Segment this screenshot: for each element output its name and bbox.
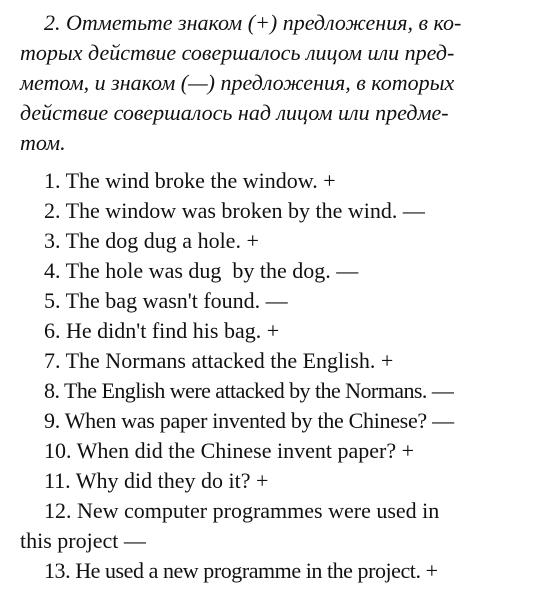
list-item-continuation: this project — xyxy=(20,528,146,553)
list-item: 5. The bag wasn't found. — xyxy=(44,288,288,313)
task-line: действие совершалось над лицом или предме- xyxy=(20,100,449,125)
list-item: 11. Why did they do it? + xyxy=(44,468,269,493)
list-item: 8. The English were attacked by the Normans. — xyxy=(44,378,454,403)
list-item: 4. The hole was dug by the dog. — xyxy=(44,258,359,283)
task-line: 2. Отметьте знаком (+) предложения, в ко- xyxy=(44,10,462,35)
task-line: торых действие совершалось лицом или пред- xyxy=(20,40,455,65)
list-item: 3. The dog dug a hole. + xyxy=(44,228,259,253)
list-item: 2. The window was broken by the wind. — xyxy=(44,198,425,223)
list-item: 12. New computer programmes were used in xyxy=(44,498,440,523)
task-instruction xyxy=(20,8,536,158)
list-item: 6. He didn't find his bag. + xyxy=(44,318,280,343)
list-item: 1. The wind broke the window. + xyxy=(44,168,336,193)
sentence-list xyxy=(20,166,536,586)
list-item: 9. When was paper invented by the Chinese? — xyxy=(44,408,454,433)
task-line: том. xyxy=(20,130,66,155)
list-item: 13. He used a new programme in the project. + xyxy=(44,558,438,583)
list-item: 10. When did the Chinese invent paper? + xyxy=(44,438,415,463)
list-item: 7. The Normans attacked the English. + xyxy=(44,348,394,373)
task-line: метом, и знаком (—) предложения, в которых xyxy=(20,70,455,95)
